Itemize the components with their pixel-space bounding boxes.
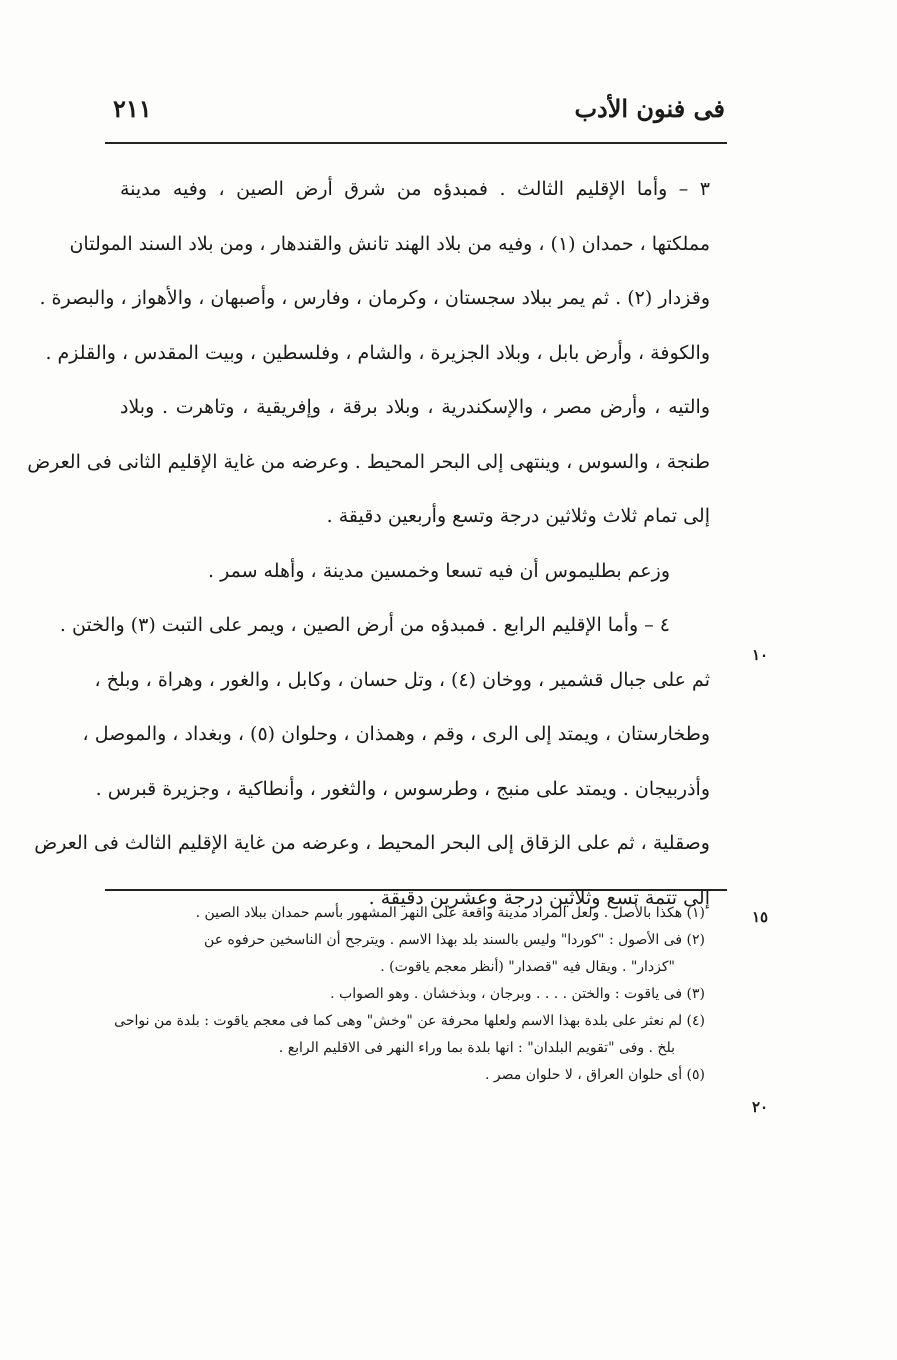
body-line: إلى تتمة تسع وثلاثين درجة وعشرين دقيقة . (368, 886, 710, 909)
body-line: ٣ – وأما الإقليم الثالث . فمبدؤه من شرق أرض الصين ، وفيه مدينة (120, 178, 710, 200)
body-line: وطخارستان ، ويمتد إلى الرى ، وقم ، وهمذان ، وحلوان (٥) ، وبغداد ، والموصل ، (82, 723, 710, 745)
body-line: وقزدار (٢) . ثم يمر ببلاد سجستان ، وكرمان ، وفارس ، وأصبهان ، والأهواز ، والبصرة . (39, 287, 710, 309)
body-line: وصقلية ، ثم على الزقاق إلى البحر المحيط ، وعرضه من غاية الإقليم الثالث فى العرض (34, 832, 710, 854)
running-title: فى فنون الأدب (574, 94, 725, 123)
page-header (105, 92, 725, 132)
line-number-10: ١٠ (752, 646, 769, 664)
page-number: ٢١١ (113, 94, 152, 123)
footnote: (٥) أى حلوان العراق ، لا حلوان مصر . (485, 1067, 705, 1083)
body-line: والكوفة ، وأرض بابل ، وبلاد الجزيرة ، والشام ، وفلسطين ، وبيت المقدس ، والقلزم . (45, 341, 710, 364)
footnote-continuation: "كزدار" . ويقال فيه "قصدار" (أنظر معجم ياقوت) . (380, 959, 675, 975)
footnotes (114, 900, 705, 1089)
line-number-20: ٢٠ (752, 1098, 769, 1116)
body-text (27, 162, 710, 925)
footnote: (٢) فى الأصول : "كوردا" وليس بالسند بلد بهذا الاسم . ويترجح أن الناسخين حرفوه عن (204, 932, 705, 948)
body-line: وأذربيجان . ويمتد على منبج ، وطرسوس ، والثغور ، وأنطاكية ، وجزيرة قبرس . (95, 777, 710, 800)
body-line: ثم على جبال قشمير ، ووخان (٤) ، وتل حسان ، وكابل ، والغور ، وهراة ، وبلخ ، (94, 668, 710, 691)
line-number-15: ١٥ (752, 908, 769, 926)
footnote: (١) هكذا بالأصل . ولعل المراد مدينة واقعة على النهر المشهور بأسم حمدان ببلاد الصين . (195, 905, 705, 921)
body-line: طنجة ، والسوس ، وينتهى إلى البحر المحيط . وعرضه من غاية الإقليم الثانى فى العرض (27, 450, 710, 473)
footnote-continuation: بلخ . وفى "تقويم البلدان" : انها بلدة بما وراء النهر فى الاقليم الرابع . (278, 1040, 675, 1056)
body-line: والتيه ، وأرض مصر ، والإسكندرية ، وبلاد برقة ، وإفريقية ، وتاهرت . وبلاد (120, 396, 710, 418)
footnote-rule (105, 889, 727, 891)
footnote: (٣) فى ياقوت : والختن . . . . وبرجان ، وبذخشان . وهو الصواب . (330, 986, 705, 1002)
body-line: ٤ – وأما الإقليم الرابع . فمبدؤه من أرض الصين ، ويمر على التبت (٣) والختن . (59, 614, 670, 636)
header-rule (105, 142, 727, 144)
body-line: وزعم بطليموس أن فيه تسعا وخمسين مدينة ، وأهله سمر . (208, 559, 670, 582)
body-line: إلى تمام ثلاث وثلاثين درجة وتسع وأربعين دقيقة . (326, 505, 710, 527)
body-line: مملكتها ، حمدان (١) ، وفيه من بلاد الهند تانش والقندهار ، ومن بلاد السند المولتان (69, 232, 710, 255)
footnote: (٤) لم نعثر على بلدة بهذا الاسم ولعلها محرفة عن "وخش" وهى كما فى معجم ياقوت : بلدة من نواحى (114, 1013, 705, 1029)
